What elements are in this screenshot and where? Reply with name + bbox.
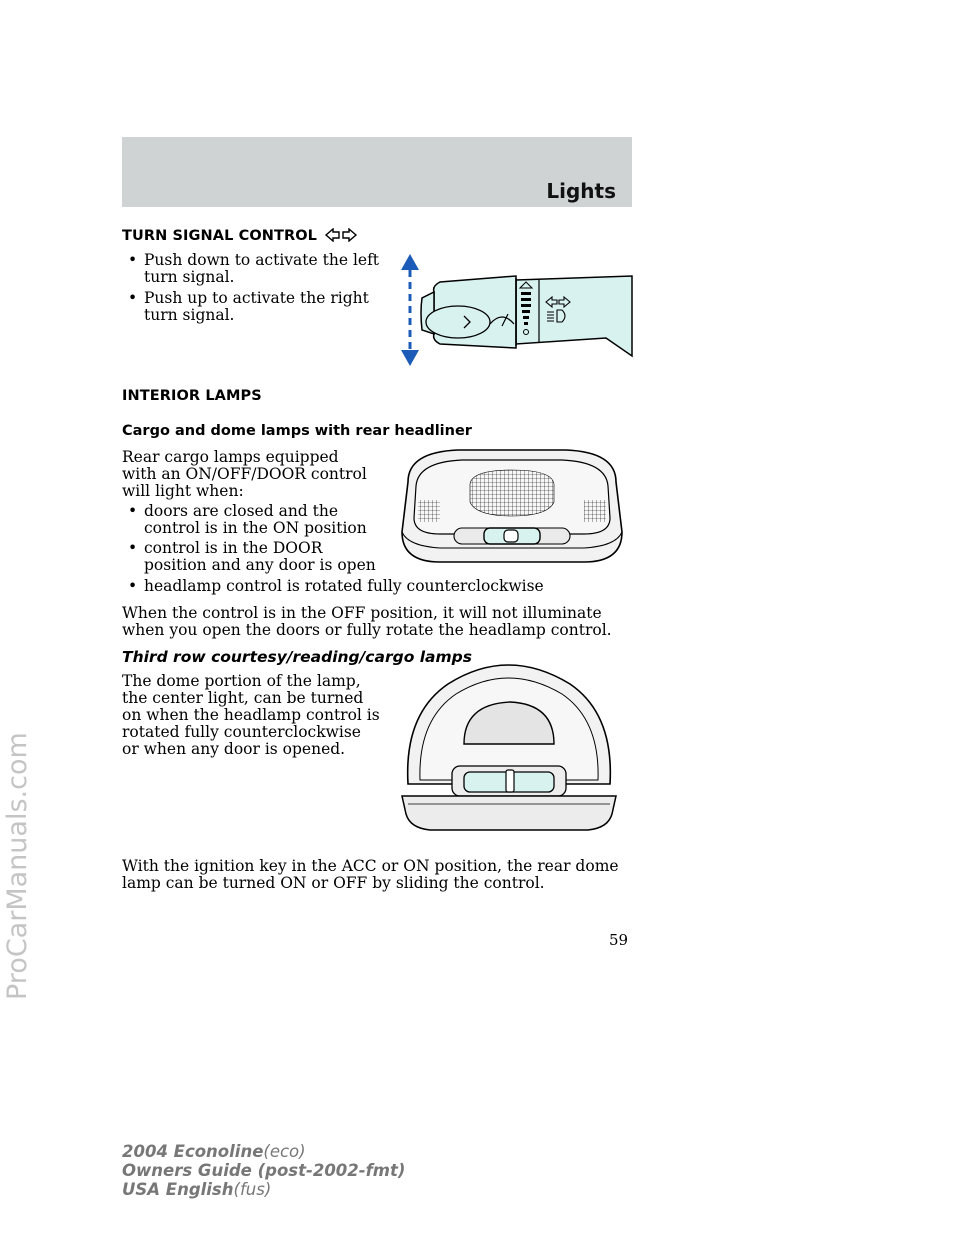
cargo-bullet-2: • control is in the DOOR position and any door is open: [128, 539, 376, 574]
cargo-intro: Rear cargo lamps equipped with an ON/OFF/DOOR control will light when:: [122, 448, 367, 500]
third-row-text: The dome portion of the lamp, the center light, can be turned on when the headlamp control is rotated fully counterclockwise or when any door is opened.: [122, 672, 380, 758]
third-row-ignition-text: With the ignition key in the ACC or ON position, the rear dome lamp can be turned ON or OFF by sliding the control.: [122, 857, 619, 892]
footer-guide: Owners Guide (post-2002-fmt): [122, 1161, 406, 1180]
footer-language: USA English: [122, 1180, 234, 1199]
turn-signal-bullet-1: • Push down to activate the left turn signal.: [128, 251, 380, 286]
cargo-dome-subheading: Cargo and dome lamps with rear headliner: [122, 423, 472, 439]
section-title: Lights: [546, 179, 616, 203]
turn-signal-arrows-icon: [324, 228, 358, 242]
footer-language-code: (fus): [233, 1180, 272, 1199]
section-header-band: [122, 137, 632, 207]
document-footer: [122, 1142, 405, 1199]
turn-signal-bullet-2: • Push up to activate the right turn signal.: [128, 289, 369, 324]
cargo-off-note: When the control is in the OFF position, it will not illuminate when you open the doors or fully rotate the headlamp control.: [122, 604, 612, 639]
interior-lamps-heading: INTERIOR LAMPS: [122, 388, 262, 404]
footer-model-code: (eco): [263, 1142, 306, 1161]
turn-signal-heading: [122, 226, 356, 244]
watermark-text: ProCarManuals.com: [2, 732, 33, 1000]
cargo-bullet-1: • doors are closed and the control is in the ON position: [128, 502, 367, 537]
cargo-dome-lamp-illustration: [388, 442, 636, 566]
turn-signal-stalk-illustration: [396, 252, 636, 368]
third-row-subheading: Third row courtesy/reading/cargo lamps: [122, 648, 472, 666]
turn-signal-heading-text: TURN SIGNAL CONTROL: [122, 228, 318, 244]
footer-model: 2004 Econoline: [122, 1142, 264, 1161]
cargo-bullet-3: • headlamp control is rotated fully counterclockwise: [128, 577, 544, 595]
page-number: 59: [609, 931, 629, 949]
third-row-lamp-illustration: [398, 654, 620, 834]
